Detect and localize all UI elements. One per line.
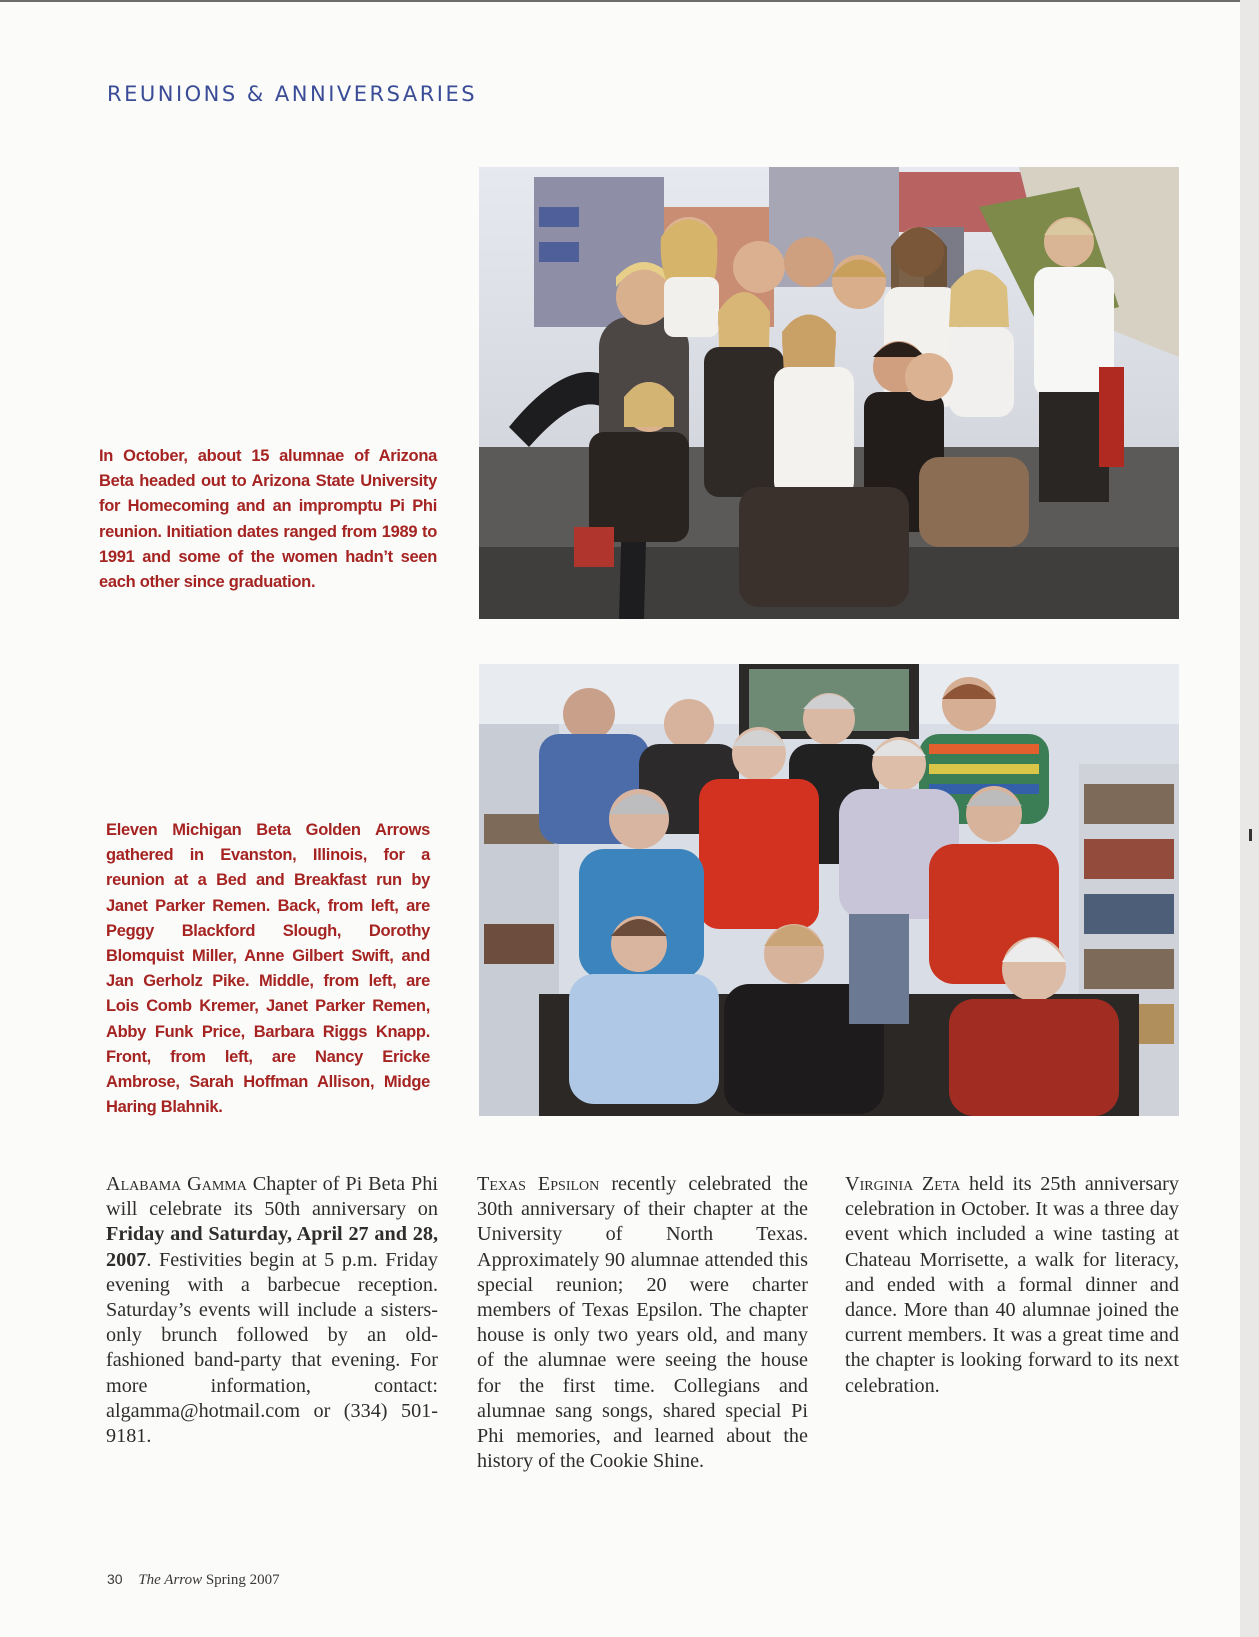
michigan-photo-caption: Eleven Michigan Beta Golden Arrows gathered in Evanston, Illinois, for a reunion at a Bed and Breakfast run by Janet Parker Remen. Back, from left, are Peggy Blackford Slough, Dorothy Blomquist Miller, Anne Gilbert Swift, and Jan Gerholz Pike. Middle, from left, are Lois Comb Kremer, Janet Parker Remen, Abby Funk Price, Barbara Riggs Knapp. Front, from left, are Nancy Ericke Ambrose, Sarah Hoffman Allison, Midge Haring Blahnik. bbox=[106, 821, 430, 1117]
page-number: 30 bbox=[107, 1571, 123, 1587]
arizona-beta-reunion-photo bbox=[479, 167, 1179, 619]
michigan-beta-reunion-photo bbox=[479, 664, 1179, 1116]
chapter-name: Virginia Zeta bbox=[845, 1173, 961, 1195]
alabama-gamma-article bbox=[106, 1172, 438, 1449]
page-edge bbox=[1240, 0, 1259, 1637]
section-heading: REUNIONS & ANNIVERSARIES bbox=[107, 82, 478, 106]
margin-mark bbox=[1249, 829, 1252, 841]
virginia-zeta-article bbox=[845, 1172, 1179, 1399]
chapter-name: Alabama Gamma bbox=[106, 1173, 247, 1195]
article-text: . Festivities begin at 5 p.m. Friday evening with a barbecue reception. Saturday’s events will include a sisters-only brunch followed by an old-fashioned band-party that evening. For more information, contact: algamma@hotmail.com or (334) 501-9181. bbox=[106, 1248, 438, 1448]
top-rule bbox=[0, 0, 1240, 2]
chapter-name: Texas Epsilon bbox=[477, 1173, 600, 1195]
issue-label: Spring 2007 bbox=[205, 1572, 280, 1588]
article-text: Chapter of Pi Beta Phi will celebrate its 50th anniversary on bbox=[106, 1173, 438, 1221]
publication-name: The Arrow bbox=[138, 1572, 203, 1588]
event-dates: Friday and Saturday, April 27 and 28, 2007 bbox=[106, 1223, 438, 1271]
article-text: held its 25th anniversary celebration in October. It was a three day event which included a wine tasting at Chateau Morrisette, a walk for literacy, and ended with a formal dinner and dance. More than 40 alumnae joined the current members. It was a great time and the chapter is looking forward to its next celebration. bbox=[845, 1173, 1179, 1397]
page-footer bbox=[107, 1571, 280, 1589]
texas-epsilon-article bbox=[477, 1172, 808, 1474]
arizona-photo-caption: In October, about 15 alumnae of Arizona Beta headed out to Arizona State University for Homecoming and an impromptu Pi Phi reunion. Initiation dates ranged from 1989 to 1991 and some of the women hadn’t seen each other since graduation. bbox=[99, 447, 437, 592]
article-text: recently celebrated the 30th anniversary of their chapter at the University of North Texas. Approximately 90 alumnae attended this special reunion; 20 were charter members of Texas Epsilon. The chapter house is only two years old, and many of the alumnae were seeing the house for the first time. Collegians and alumnae sang songs, shared special Pi Phi memories, and learned about the history of the Cookie Shine. bbox=[477, 1173, 808, 1473]
